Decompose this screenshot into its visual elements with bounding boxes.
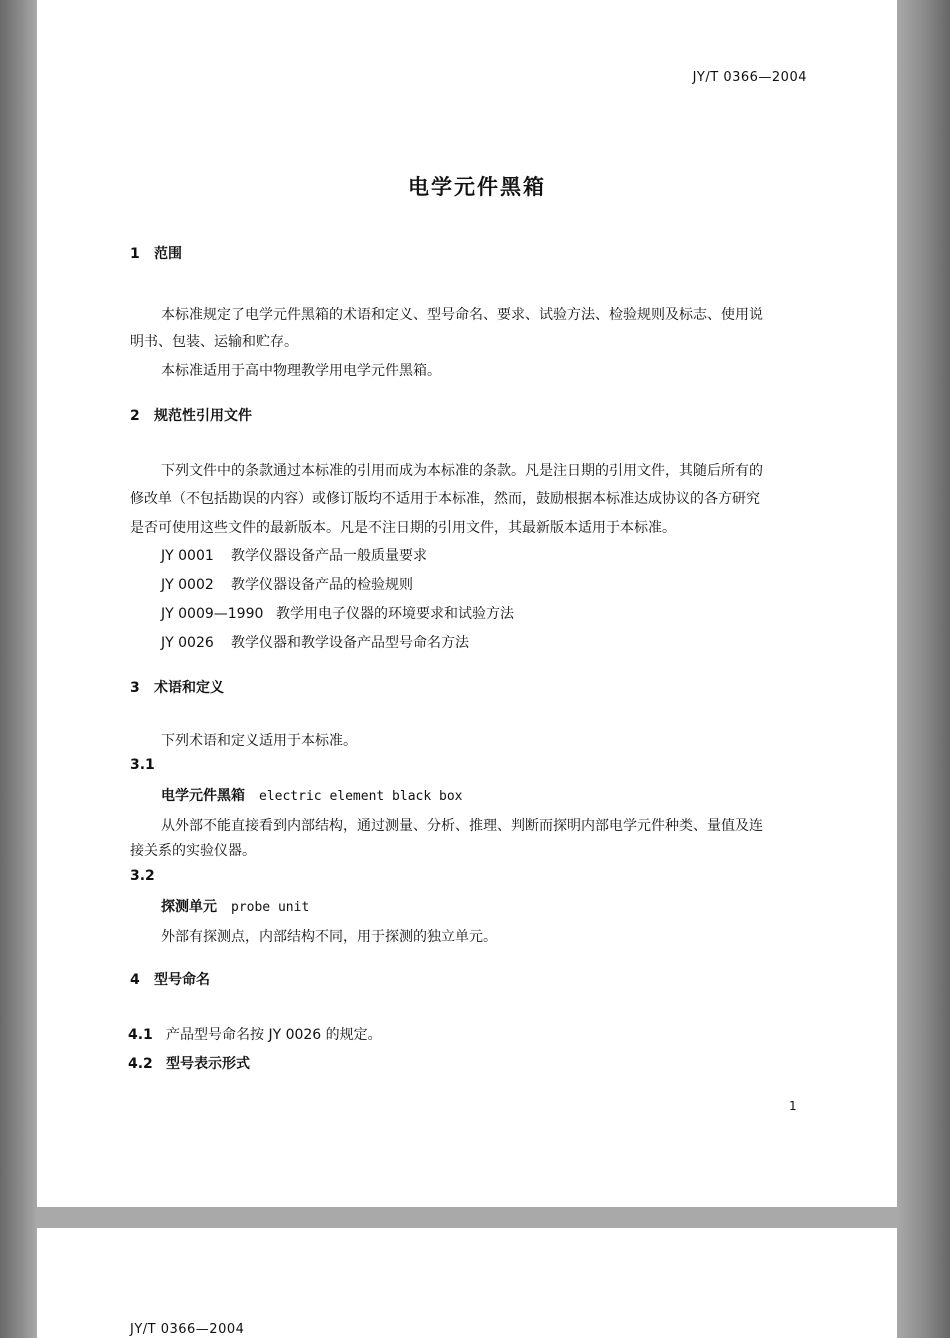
paragraph-line: 明书、包装、运输和贮存。	[130, 334, 298, 350]
clause-number: 3.1	[130, 757, 155, 773]
paragraph-line: 下列文件中的条款通过本标准的引用而成为本标准的条款。凡是注日期的引用文件，其随后所有的	[161, 463, 763, 479]
section-3-heading	[130, 677, 224, 697]
standard-code-header: JY/T 0366—2004	[130, 1322, 245, 1337]
reference-code: JY 0026	[161, 635, 214, 651]
reference-code: JY 0009—1990	[161, 606, 264, 622]
reference-title: 教学用电子仪器的环境要求和试验方法	[276, 606, 514, 622]
section-number: 1	[130, 246, 140, 262]
paragraph-line: 接关系的实验仪器。	[130, 843, 256, 859]
reference-item	[161, 545, 427, 565]
term-chinese: 电学元件黑箱	[161, 788, 245, 804]
clause-number: 4.1	[128, 1027, 153, 1043]
section-2-heading	[130, 405, 252, 425]
reference-item	[161, 574, 413, 594]
section-title: 范围	[154, 246, 182, 262]
section-title: 型号命名	[154, 972, 210, 988]
clause-text: 产品型号命名按 JY 0026 的规定。	[166, 1027, 382, 1043]
standard-code-header: JY/T 0366—2004	[692, 70, 807, 85]
section-number: 3	[130, 680, 140, 696]
document-page-1	[37, 0, 897, 1207]
document-title: 电学元件黑箱	[408, 175, 546, 199]
reference-title: 教学仪器设备产品的检验规则	[231, 577, 413, 593]
paragraph-line: 本标准规定了电学元件黑箱的术语和定义、型号命名、要求、试验方法、检验规则及标志、使用说	[161, 307, 763, 323]
reference-title: 教学仪器和教学设备产品型号命名方法	[231, 635, 469, 651]
section-title: 规范性引用文件	[154, 408, 252, 424]
page-number: 1	[789, 1099, 797, 1113]
section-number: 4	[130, 972, 140, 988]
section-number: 2	[130, 408, 140, 424]
term-entry	[161, 896, 309, 916]
paragraph-line: 本标准适用于高中物理教学用电学元件黑箱。	[161, 363, 441, 379]
reference-item	[161, 603, 514, 623]
clause-number: 3.2	[130, 868, 155, 884]
paragraph-line: 下列术语和定义适用于本标准。	[161, 733, 357, 749]
section-4-heading	[130, 969, 210, 989]
reference-title: 教学仪器设备产品一般质量要求	[231, 548, 427, 564]
term-entry	[161, 785, 463, 805]
section-title: 术语和定义	[154, 680, 224, 696]
paragraph-line: 外部有探测点，内部结构不同，用于探测的独立单元。	[161, 929, 497, 945]
term-english: electric element black box	[259, 789, 463, 804]
clause-4-2	[128, 1053, 250, 1073]
term-chinese: 探测单元	[161, 899, 217, 915]
reference-code: JY 0002	[161, 577, 214, 593]
paragraph-line: 是否可使用这些文件的最新版本。凡是不注日期的引用文件，其最新版本适用于本标准。	[130, 520, 676, 536]
document-page-2	[37, 1228, 897, 1338]
clause-4-1	[128, 1024, 382, 1044]
reference-code: JY 0001	[161, 548, 214, 564]
paragraph-line: 从外部不能直接看到内部结构，通过测量、分析、推理、判断而探明内部电学元件种类、量值及连	[161, 818, 763, 834]
reference-item	[161, 632, 469, 652]
clause-text: 型号表示形式	[166, 1056, 250, 1072]
paragraph-line: 修改单（不包括勘误的内容）或修订版均不适用于本标准，然而，鼓励根据本标准达成协议的各方研究	[130, 491, 760, 507]
section-1-heading	[130, 243, 182, 263]
clause-number: 4.2	[128, 1056, 153, 1072]
term-english: probe unit	[231, 900, 310, 915]
